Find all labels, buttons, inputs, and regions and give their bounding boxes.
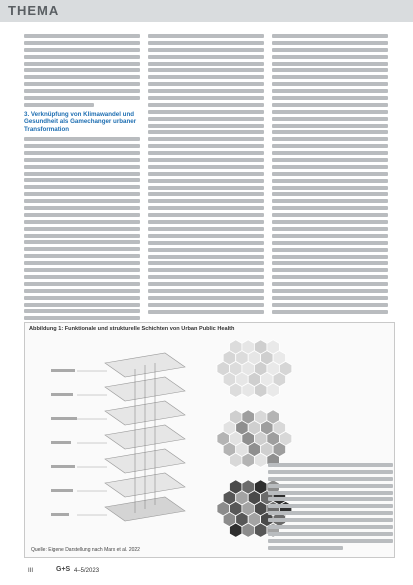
page-number: III	[28, 568, 34, 574]
text-line	[272, 172, 388, 176]
text-line	[24, 34, 140, 38]
hex-cell	[254, 523, 267, 537]
figure-caption: Abbildung 1: Funktionale und strukturelle Schichten von Urban Public Health	[29, 326, 235, 332]
text-line	[148, 220, 264, 224]
text-line	[24, 309, 140, 313]
text-line	[272, 68, 388, 72]
text-line	[148, 296, 264, 300]
text-line	[272, 296, 388, 300]
text-line	[268, 491, 393, 495]
text-line	[148, 165, 264, 169]
text-line	[148, 310, 264, 314]
text-line	[148, 255, 264, 259]
text-column-1	[24, 34, 140, 330]
text-line	[24, 137, 140, 141]
layer-label-lines	[77, 371, 107, 515]
text-line	[272, 248, 388, 252]
text-line	[148, 41, 264, 45]
text-line	[24, 316, 140, 320]
section-heading: 3. Verknüpfung von Klimawandel und Gesundheit als Gamechanger urbaner Transformation	[24, 110, 137, 133]
text-line	[148, 48, 264, 52]
text-line	[148, 172, 264, 176]
text-line	[148, 137, 264, 141]
text-line	[24, 172, 140, 176]
text-line	[24, 268, 140, 272]
text-line	[24, 82, 140, 86]
text-line	[148, 89, 264, 93]
text-line	[24, 62, 140, 66]
text-column-3-continued	[268, 463, 393, 553]
text-line	[24, 103, 94, 107]
text-line	[272, 241, 388, 245]
hex-cell	[254, 383, 267, 397]
text-line	[24, 158, 140, 162]
layer-label-placeholders	[51, 369, 77, 516]
text-line	[24, 240, 140, 244]
text-line	[148, 158, 264, 162]
hex-cell	[242, 453, 255, 467]
text-line	[148, 268, 264, 272]
hex-cell	[242, 523, 255, 537]
text-line	[24, 144, 140, 148]
text-line	[148, 75, 264, 79]
hex-cell	[230, 383, 242, 397]
text-line	[268, 470, 393, 474]
text-line	[24, 282, 140, 286]
text-line	[268, 518, 393, 522]
text-line	[272, 103, 388, 107]
text-line	[24, 68, 140, 72]
text-line	[24, 48, 140, 52]
text-line	[24, 254, 140, 258]
text-line	[268, 511, 393, 515]
journal-logo: G+S	[56, 566, 71, 573]
text-line	[272, 96, 388, 100]
text-line	[24, 289, 140, 293]
text-line	[24, 261, 140, 265]
text-line	[272, 130, 388, 134]
text-line	[272, 199, 388, 203]
text-line	[148, 55, 264, 59]
text-line	[272, 75, 388, 79]
text-line	[148, 110, 264, 114]
hex-cell	[230, 453, 242, 467]
text-line	[24, 199, 140, 203]
text-line	[268, 497, 393, 501]
text-line	[148, 206, 264, 210]
text-line	[24, 185, 140, 189]
text-line	[268, 546, 343, 550]
text-line	[272, 275, 388, 279]
text-line	[24, 75, 140, 79]
text-line	[272, 34, 388, 38]
text-line	[148, 179, 264, 183]
text-line	[148, 82, 264, 86]
text-line	[268, 532, 393, 536]
text-line	[272, 165, 388, 169]
text-line	[272, 62, 388, 66]
text-line	[272, 89, 388, 93]
text-line	[272, 289, 388, 293]
text-column-2	[148, 34, 264, 317]
text-line	[148, 192, 264, 196]
hex-cell	[242, 383, 255, 397]
text-line	[272, 158, 388, 162]
hex-cell	[254, 453, 267, 467]
figure-source: Quelle: Eigene Darstellung nach Marx et al. 2022	[31, 547, 140, 553]
text-line	[272, 227, 388, 231]
text-line	[24, 192, 140, 196]
text-line	[24, 206, 140, 210]
text-line	[148, 117, 264, 121]
text-line	[24, 165, 140, 169]
text-line	[24, 227, 140, 231]
text-line	[148, 124, 264, 128]
text-line	[148, 62, 264, 66]
text-column-3	[272, 34, 388, 317]
text-line	[272, 41, 388, 45]
text-line	[268, 539, 393, 543]
text-line	[148, 248, 264, 252]
text-line	[272, 144, 388, 148]
text-line	[148, 103, 264, 107]
text-line	[148, 68, 264, 72]
text-line	[148, 151, 264, 155]
text-line	[272, 179, 388, 183]
text-line	[272, 213, 388, 217]
text-line	[148, 199, 264, 203]
text-line	[268, 504, 393, 508]
text-line	[24, 41, 140, 45]
text-line	[272, 261, 388, 265]
text-line	[272, 303, 388, 307]
text-line	[148, 213, 264, 217]
text-line	[148, 275, 264, 279]
text-line	[148, 282, 264, 286]
text-line	[148, 241, 264, 245]
text-line	[148, 130, 264, 134]
text-line	[148, 303, 264, 307]
text-line	[268, 484, 393, 488]
text-line	[148, 144, 264, 148]
text-line	[272, 282, 388, 286]
text-line	[272, 234, 388, 238]
issue-number: 4–5/2023	[74, 568, 100, 574]
text-line	[148, 96, 264, 100]
text-line	[148, 34, 264, 38]
text-line	[268, 477, 393, 481]
text-line	[24, 296, 140, 300]
text-line	[148, 227, 264, 231]
text-line	[24, 220, 140, 224]
text-line	[24, 96, 140, 100]
text-line	[24, 247, 140, 251]
text-line	[24, 234, 140, 238]
text-line	[272, 82, 388, 86]
text-line	[272, 151, 388, 155]
text-line	[24, 151, 140, 155]
text-line	[24, 89, 140, 93]
text-line	[272, 186, 388, 190]
hex-grid-top	[213, 337, 309, 407]
text-line	[148, 261, 264, 265]
layer-diagram	[47, 345, 197, 535]
text-line	[272, 310, 388, 314]
text-line	[24, 55, 140, 59]
text-line	[268, 525, 393, 529]
text-line	[268, 463, 393, 467]
text-line	[272, 220, 388, 224]
text-line	[272, 117, 388, 121]
text-line	[24, 303, 140, 307]
text-line	[272, 110, 388, 114]
text-line	[272, 137, 388, 141]
text-line	[272, 48, 388, 52]
text-line	[272, 255, 388, 259]
text-line	[272, 55, 388, 59]
text-line	[148, 289, 264, 293]
text-line	[272, 124, 388, 128]
hex-cell	[230, 523, 242, 537]
text-line	[272, 206, 388, 210]
text-line	[24, 275, 140, 279]
text-line	[24, 178, 140, 182]
text-line	[272, 268, 388, 272]
hex-cell	[267, 383, 280, 397]
text-line	[272, 192, 388, 196]
text-line	[24, 213, 140, 217]
text-line	[148, 234, 264, 238]
section-header-bar	[0, 0, 413, 22]
section-title: THEMA	[8, 3, 60, 18]
text-line	[148, 186, 264, 190]
